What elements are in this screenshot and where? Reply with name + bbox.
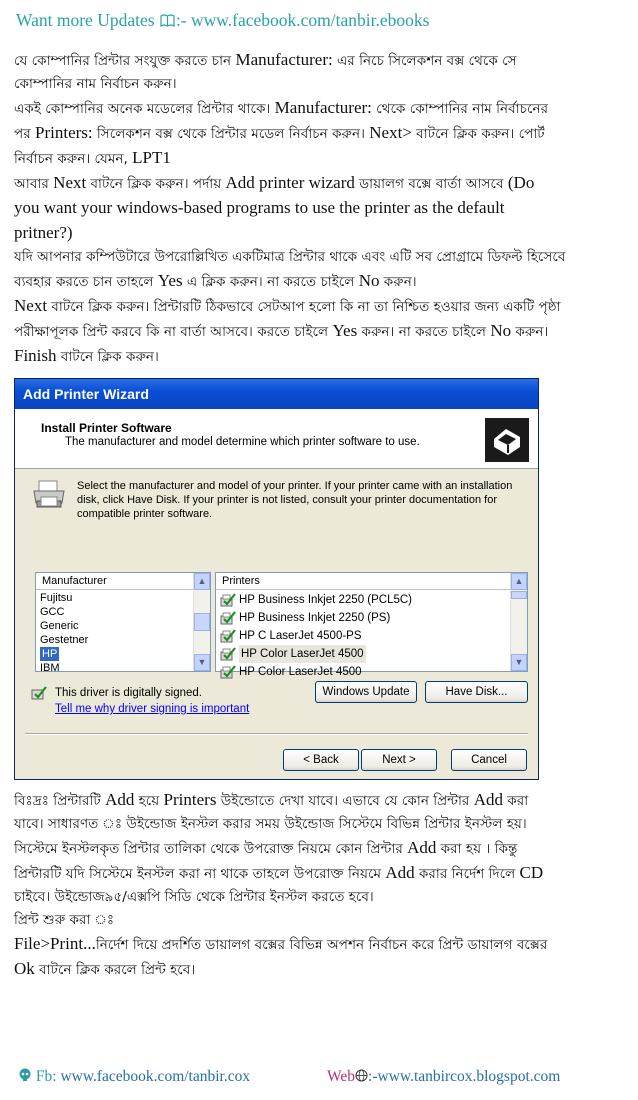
printer-driver-icon bbox=[220, 665, 236, 679]
text-run: বাটনে ক্লিক করুন। bbox=[60, 349, 159, 365]
printer-item[interactable] bbox=[220, 645, 527, 663]
text-line bbox=[14, 121, 626, 146]
text-run: নির্দেশ দিয়ে প্রদর্শিত ডায়ালগ বক্সের বিভিন্ন অপশন নির্বাচন করে প্রিন্ট ডায়ালগ বক্সের bbox=[95, 937, 548, 953]
text-line bbox=[14, 171, 626, 196]
header-suffix: :- www.facebook.com/tanbir.ebooks bbox=[175, 10, 430, 30]
text-run: করুন। bbox=[383, 274, 417, 290]
skull-icon bbox=[18, 1068, 32, 1082]
text-line bbox=[14, 246, 626, 269]
text-run: যদি আপনার কম্পিউটারে উপরোল্লিখিত একটিমাত্র প্রিন্টার থাকে এবং এটি সব প্রোগ্রামে ডিফল্ট হিসেবে bbox=[14, 249, 566, 265]
manufacturer-item[interactable] bbox=[40, 619, 210, 633]
manufacturer-item[interactable] bbox=[40, 605, 210, 619]
text-run: Printers: bbox=[35, 123, 97, 142]
book-icon bbox=[160, 13, 175, 31]
text-run: Next> bbox=[369, 123, 417, 142]
manufacturer-item-label: GCC bbox=[40, 606, 65, 618]
text-run: (Do bbox=[507, 173, 535, 192]
printer-item[interactable] bbox=[220, 609, 527, 627]
text-run: LPT1 bbox=[132, 148, 171, 167]
text-run: Add bbox=[473, 790, 508, 809]
text-line bbox=[14, 73, 626, 96]
text-run: ব্যবহার করতে চান তাহলে bbox=[14, 274, 158, 290]
next-button[interactable]: Next > bbox=[361, 749, 437, 771]
text-run: Finish bbox=[14, 346, 61, 365]
text-run: বাটনে ক্লিক করলে প্রিন্ট হবে। bbox=[39, 962, 196, 978]
text-run: চাইবে। উইন্ডোজ৯৫/এক্সপি সিডি থেকে প্রিন্টার ইনস্টল করতে হবে। bbox=[14, 889, 374, 905]
manufacturer-item[interactable] bbox=[40, 633, 210, 647]
header-prefix: Want more Updates bbox=[16, 10, 155, 30]
text-run: কোম্পানির নাম নির্বাচন করুন। bbox=[14, 76, 177, 92]
scroll-up-icon[interactable]: ▲ bbox=[194, 573, 210, 590]
text-run: উইন্ডোতে দেখা যাবে। এভাবে যে কোন প্রিন্টার bbox=[220, 793, 474, 809]
driver-signed-notice bbox=[31, 686, 202, 700]
text-run: No bbox=[358, 271, 384, 290]
text-run: No bbox=[490, 321, 516, 340]
printer-item-label: HP Business Inkjet 2250 (PS) bbox=[239, 612, 391, 624]
windows-update-button[interactable]: Windows Update bbox=[315, 681, 417, 703]
text-line bbox=[14, 96, 626, 121]
manufacturer-item-label: HP bbox=[42, 648, 58, 660]
text-run: Yes bbox=[332, 321, 362, 340]
text-run: you want your windows-based programs to use the printer as the default bbox=[14, 198, 505, 217]
text-run: Yes bbox=[157, 271, 187, 290]
printer-item-label: HP Color LaserJet 4500 bbox=[239, 645, 366, 663]
text-run: বিঃদ্রঃ প্রিন্টারটি bbox=[14, 793, 106, 809]
manufacturer-item-label: Gestetner bbox=[40, 634, 89, 646]
driver-signing-link[interactable]: Tell me why driver signing is important bbox=[55, 703, 250, 715]
text-run: বাটনে ক্লিক করুন। পর্দায় bbox=[90, 176, 226, 192]
text-run: সিস্টেমে ইনস্টলকৃত প্রিন্টার তালিকা থেকে উপরোক্ত নিয়মে কোন প্রিন্টার bbox=[14, 841, 408, 857]
text-line bbox=[14, 196, 626, 221]
text-run: Printers bbox=[163, 790, 221, 809]
printer-driver-icon bbox=[220, 593, 236, 607]
printer-item[interactable] bbox=[220, 627, 527, 645]
manufacturer-item-label: IBM bbox=[40, 662, 60, 674]
text-run: করুন। না করতে চাইলে bbox=[361, 324, 491, 340]
printers-items bbox=[216, 590, 527, 681]
text-run: Add bbox=[407, 838, 441, 857]
text-run: বাটনে ক্লিক করুন। প্রিন্টারটি ঠিকভাবে সেটআপ হলো কি না তা নিশ্চিত হওয়ার জন্য একটি পৃষ্ঠা bbox=[51, 299, 561, 315]
printer-driver-icon bbox=[220, 611, 236, 625]
printer-item-label: HP C LaserJet 4500-PS bbox=[239, 630, 362, 642]
text-line bbox=[14, 294, 626, 319]
text-run: CD bbox=[519, 863, 544, 882]
text-run: বাটনে ক্লিক করুন। পোর্ট bbox=[416, 126, 545, 142]
text-run: নির্বাচন করুন। যেমন, bbox=[14, 151, 133, 167]
text-run: থেকে কোম্পানির নাম নির্বাচনের bbox=[376, 101, 549, 117]
text-run: Next bbox=[14, 296, 52, 315]
text-run: হয়ে bbox=[138, 793, 164, 809]
printers-header: Printers bbox=[216, 573, 527, 590]
cancel-button[interactable]: Cancel bbox=[451, 749, 527, 771]
text-run: পর bbox=[14, 126, 36, 142]
manufacturer-header: Manufacturer bbox=[36, 573, 210, 590]
text-run: এর নিচে সিলেকশন বক্স থেকে সে bbox=[336, 53, 517, 69]
printers-scrollbar[interactable] bbox=[510, 573, 527, 671]
text-line bbox=[14, 48, 626, 73]
text-run: Manufacturer: bbox=[274, 98, 377, 117]
manufacturer-item-label: Generic bbox=[40, 620, 79, 632]
page-header bbox=[16, 10, 429, 31]
add-printer-wizard-window bbox=[14, 378, 539, 780]
manufacturer-item[interactable] bbox=[40, 661, 210, 675]
instructions-text-bottom bbox=[14, 788, 626, 982]
wizard-title: Add Printer Wizard bbox=[15, 379, 538, 409]
instructions-text-top bbox=[14, 48, 626, 369]
manufacturer-items bbox=[36, 590, 210, 675]
printer-wizard-icon bbox=[484, 417, 530, 463]
text-run: Manufacturer: bbox=[235, 50, 337, 69]
manufacturer-item[interactable] bbox=[40, 591, 210, 605]
scroll-down-icon[interactable]: ▼ bbox=[511, 654, 527, 671]
text-line bbox=[14, 932, 626, 957]
text-run: Add bbox=[105, 790, 139, 809]
printer-driver-icon bbox=[220, 647, 236, 661]
text-run: Ok bbox=[14, 959, 40, 978]
text-run: Add bbox=[385, 863, 419, 882]
signed-driver-icon bbox=[31, 686, 47, 700]
text-line bbox=[14, 909, 626, 932]
printer-icon bbox=[31, 479, 67, 511]
text-run: যাবে। সাধারণত ঃ উইন্ডোজ ইনস্টল করার সময় উইন্ডোজ সিস্টেমে বিভিন্ন প্রিন্টার ইনস্টল হয়। bbox=[14, 816, 527, 832]
manufacturer-listbox[interactable] bbox=[35, 572, 211, 672]
text-line bbox=[14, 886, 626, 909]
text-run: সিলেকশন বক্স থেকে প্রিন্টার মডেল নির্বাচন করুন। bbox=[96, 126, 370, 142]
have-disk-button[interactable]: Have Disk... bbox=[425, 681, 528, 703]
scroll-up-icon[interactable]: ▲ bbox=[511, 573, 527, 590]
printer-item-label: HP Color LaserJet 4500 bbox=[239, 666, 362, 678]
text-line bbox=[14, 957, 626, 982]
text-line bbox=[14, 269, 626, 294]
footer-fb-label: Fb: bbox=[35, 1068, 61, 1085]
text-run: Add printer wizard bbox=[225, 173, 360, 192]
globe-icon bbox=[355, 1069, 368, 1082]
printers-listbox[interactable] bbox=[215, 572, 528, 678]
text-run: করা হয় । কিন্তু bbox=[440, 841, 518, 857]
text-line bbox=[14, 788, 626, 813]
banner-title: Install Printer Software bbox=[41, 421, 172, 435]
scroll-thumb[interactable] bbox=[194, 613, 210, 631]
wizard-description: Select the manufacturer and model of your printer. If your printer came with an installation disk, click Have Disk. If your printer is not listed, consult your printer documentation for compatible printer software. bbox=[77, 480, 513, 520]
footer-fb-url[interactable]: www.facebook.com/tanbir.cox bbox=[60, 1068, 251, 1085]
text-run: pritner?) bbox=[14, 223, 73, 242]
wizard-divider bbox=[25, 733, 528, 735]
text-run: Next bbox=[53, 173, 91, 192]
text-line bbox=[14, 861, 626, 886]
text-run: প্রিন্টারটি যদি সিস্টেমে ইনস্টল করা না থাকে তাহলে উপরোক্ত নিয়মে bbox=[14, 866, 386, 882]
text-line bbox=[14, 221, 626, 246]
manufacturer-scrollbar[interactable] bbox=[193, 573, 210, 671]
text-run: যে কোম্পানির প্রিন্টার সংযুক্ত করতে চান bbox=[14, 53, 236, 69]
text-line bbox=[14, 813, 626, 836]
back-button[interactable]: < Back bbox=[283, 749, 359, 771]
printer-item[interactable] bbox=[220, 591, 527, 609]
scroll-down-icon[interactable]: ▼ bbox=[194, 654, 210, 671]
text-run: File>Print... bbox=[14, 934, 96, 953]
printer-driver-icon bbox=[220, 629, 236, 643]
footer-web-url[interactable]: :-www.tanbircox.blogspot.com bbox=[368, 1068, 561, 1085]
signed-text: This driver is digitally signed. bbox=[55, 687, 203, 699]
text-line bbox=[14, 344, 626, 369]
printer-item-label: HP Business Inkjet 2250 (PCL5C) bbox=[239, 594, 413, 606]
text-run: এ ক্লিক করুন। না করতে চাইলে bbox=[186, 274, 359, 290]
text-line bbox=[14, 319, 626, 344]
text-run: একই কোম্পানির অনেক মডেলের প্রিন্টার থাকে। bbox=[14, 101, 275, 117]
footer-facebook bbox=[18, 1068, 250, 1086]
scroll-thumb[interactable] bbox=[511, 591, 527, 599]
text-run: করুন। bbox=[515, 324, 549, 340]
footer-web-label: Web bbox=[327, 1068, 356, 1085]
text-run: করার নির্দেশ দিলে bbox=[418, 866, 520, 882]
text-run: ডায়ালগ বক্সে বার্তা আসবে bbox=[359, 176, 508, 192]
manufacturer-item[interactable] bbox=[40, 647, 210, 661]
text-line bbox=[14, 836, 626, 861]
banner-subtitle: The manufacturer and model determine which printer software to use. bbox=[65, 436, 420, 448]
text-run: পরীক্ষাপূলক প্রিন্ট করবে কি না বার্তা আসবে। করতে চাইলে bbox=[14, 324, 333, 340]
text-run: প্রিন্ট শুরু করা ঃ bbox=[14, 912, 115, 928]
footer-web bbox=[327, 1068, 560, 1086]
text-run: আবার bbox=[14, 176, 54, 192]
printer-item[interactable] bbox=[220, 663, 527, 681]
text-line bbox=[14, 146, 626, 171]
text-run: করা bbox=[507, 793, 529, 809]
wizard-banner bbox=[15, 409, 538, 469]
manufacturer-item-label: Fujitsu bbox=[40, 592, 73, 604]
